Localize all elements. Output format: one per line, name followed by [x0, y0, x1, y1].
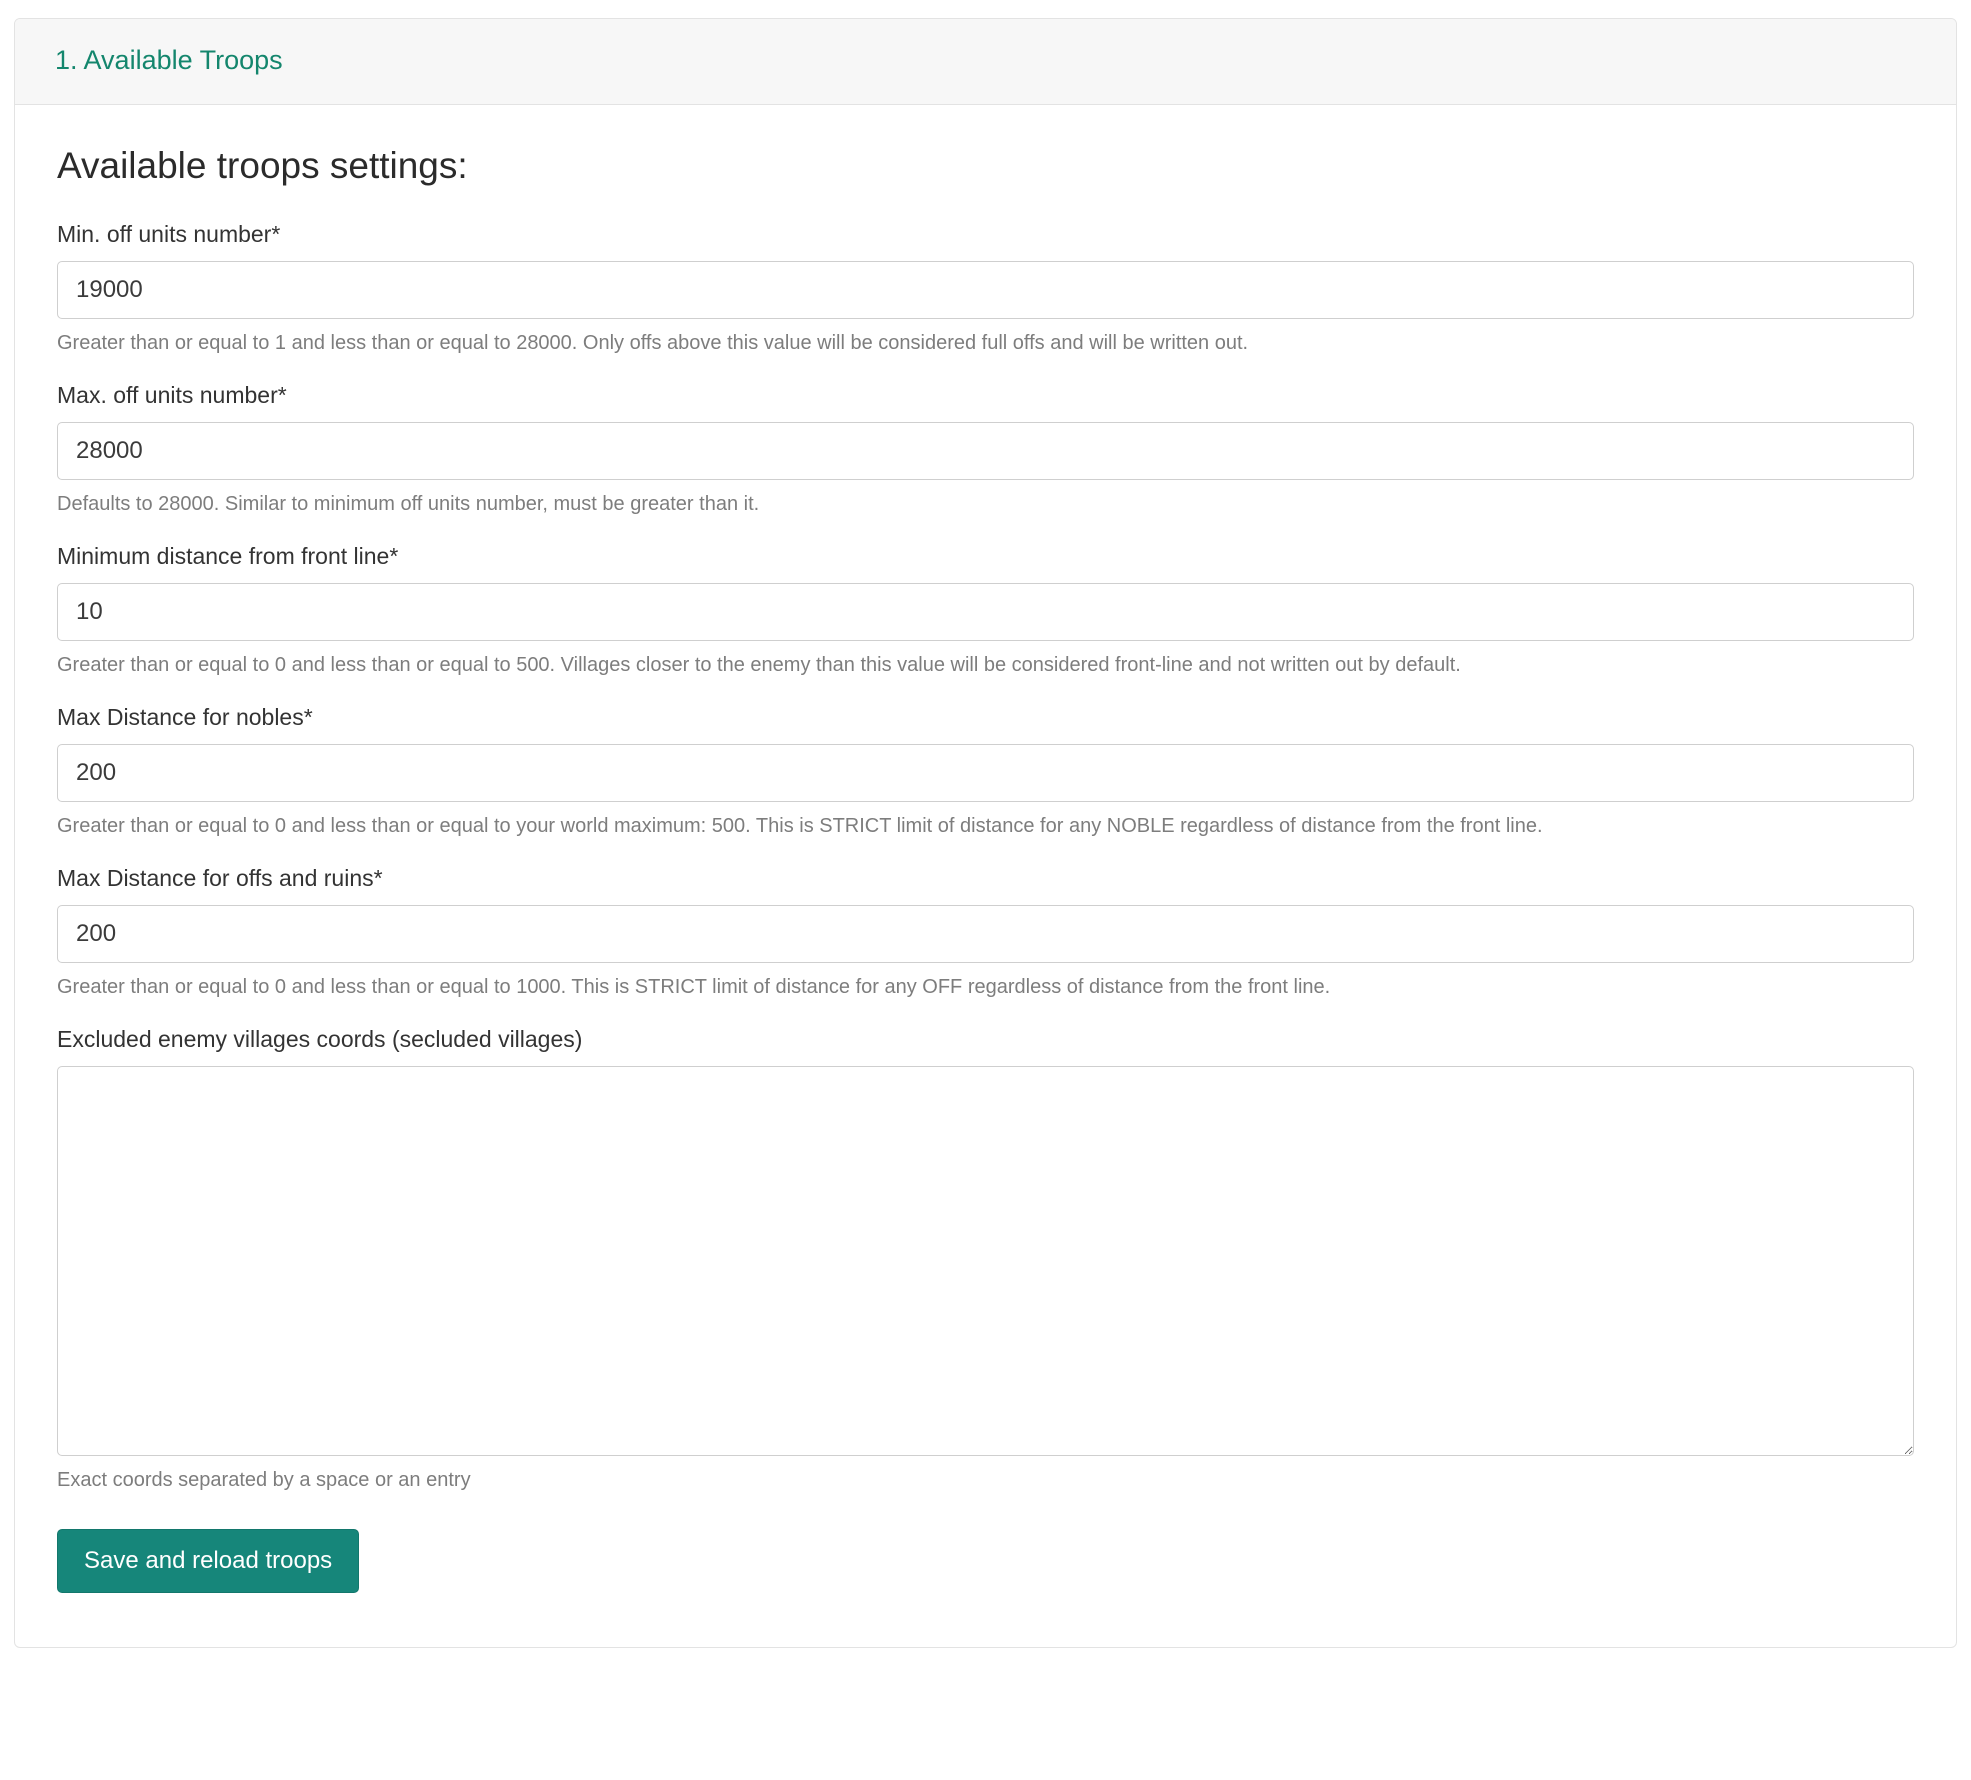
label-max-distance-offs-ruins: Max Distance for offs and ruins*: [57, 865, 383, 891]
help-excluded-villages: Exact coords separated by a space or an entry: [57, 1469, 471, 1491]
field-group-max-off-units: [57, 382, 1914, 517]
field-group-max-distance-offs-ruins: [57, 865, 1914, 1000]
available-troops-panel: [14, 18, 1957, 1648]
label-min-distance-front-line: Minimum distance from front line*: [57, 543, 399, 569]
panel-footer-spacer: [15, 1637, 1956, 1647]
input-min-off-units[interactable]: [57, 261, 1914, 319]
help-max-distance-offs-ruins: Greater than or equal to 0 and less than or equal to 1000. This is STRICT limit of distance for any OFF regardless of distance from the front line.: [57, 976, 1331, 998]
field-group-min-off-units: [57, 221, 1914, 356]
help-max-distance-nobles: Greater than or equal to 0 and less than or equal to your world maximum: 500. This is STRICT limit of distance for any NOBLE regardless of distance from the front line.: [57, 815, 1543, 837]
input-min-distance-front-line[interactable]: [57, 583, 1914, 641]
input-max-off-units[interactable]: [57, 422, 1914, 480]
panel-header: [15, 19, 1956, 105]
label-max-off-units: Max. off units number*: [57, 382, 287, 408]
help-min-distance-front-line: Greater than or equal to 0 and less than or equal to 500. Villages closer to the enemy than this value will be considered front-line and not written out by default.: [57, 654, 1461, 676]
field-group-excluded-villages: [57, 1026, 1914, 1493]
label-excluded-villages: Excluded enemy villages coords (secluded villages): [57, 1026, 583, 1052]
page-title: Available troops settings:: [57, 145, 468, 186]
field-group-min-distance-front-line: [57, 543, 1914, 678]
input-max-distance-offs-ruins[interactable]: [57, 905, 1914, 963]
panel-body: [15, 105, 1956, 1637]
textarea-excluded-villages[interactable]: [57, 1066, 1914, 1456]
label-min-off-units: Min. off units number*: [57, 221, 281, 247]
help-min-off-units: Greater than or equal to 1 and less than or equal to 28000. Only offs above this value will be considered full offs and will be written out.: [57, 332, 1249, 354]
save-and-reload-troops-button[interactable]: Save and reload troops: [57, 1529, 359, 1593]
field-group-max-distance-nobles: [57, 704, 1914, 839]
label-max-distance-nobles: Max Distance for nobles*: [57, 704, 313, 730]
help-max-off-units: Defaults to 28000. Similar to minimum off units number, must be greater than it.: [57, 493, 760, 515]
panel-header-link-available-troops[interactable]: 1. Available Troops: [55, 45, 283, 75]
input-max-distance-nobles[interactable]: [57, 744, 1914, 802]
